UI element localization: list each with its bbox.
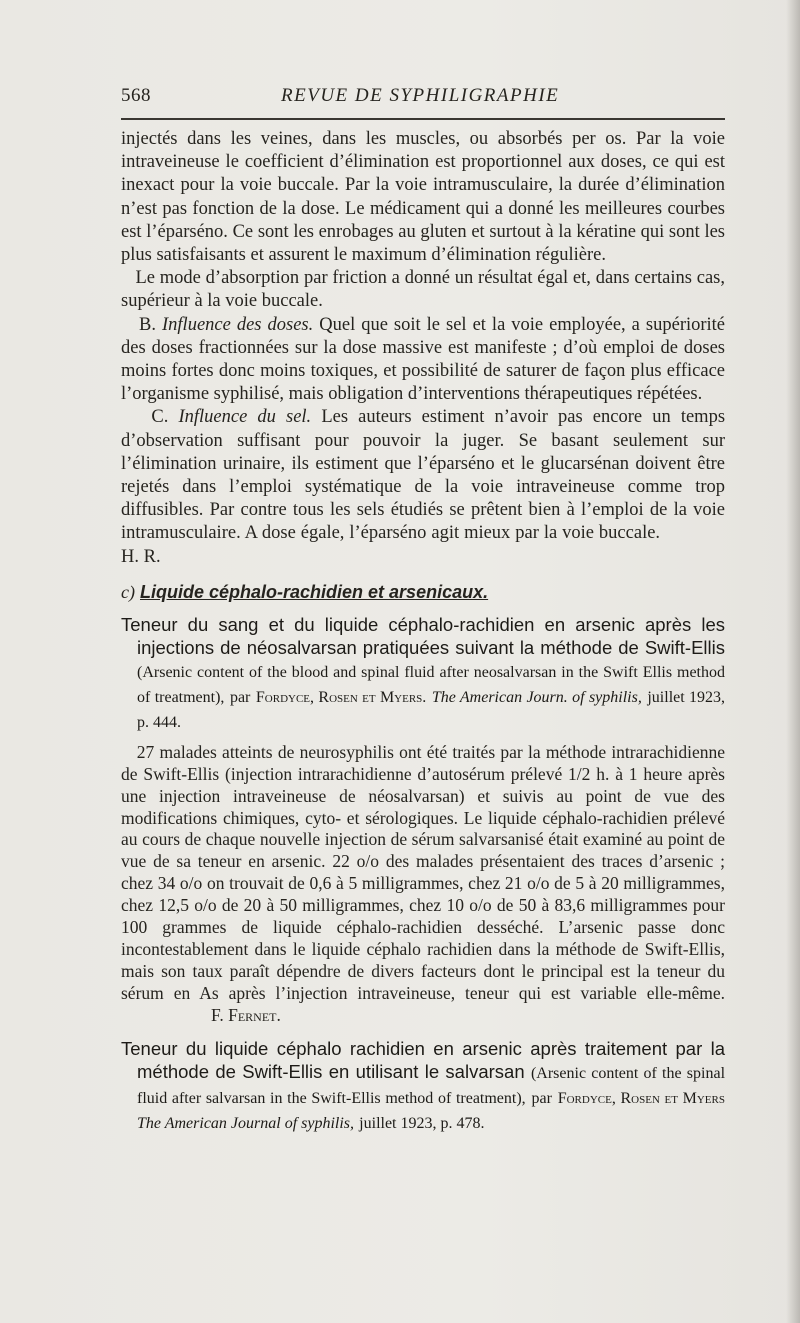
section-heading-c: [121, 582, 725, 603]
article-1-english-title: (Arsenic content of the blood and spinal fluid after neosalvarsan in the Swift Ellis method of treatment),: [137, 663, 725, 706]
paragraph-friction: [121, 267, 725, 313]
paragraph-friction-text: Le mode d’absorption par friction a donné un résultat égal et, dans certains cas, supérieur à la voie buccale.: [121, 268, 726, 312]
paragraph-continuation: injectés dans les veines, dans les muscles, ou absorbés per os. Par la voie intraveineuse le coefficient d’élimination est proportionnel aux doses, ce qui est inexact pour la voie buccale. Par la voie intramusculaire, la durée d’élimination n’est pas fonction de la dose. Le médicament qui a donné les meilleures courbes est l’éparséno. Ce sont les enrobages au gluten et surtout à la kératine qui sont les plus satisfaisants et assurent le maximum d’élimination régulière.: [121, 129, 725, 266]
subsection-label-b: B.: [139, 314, 156, 335]
paragraph-influence-sel: [121, 406, 725, 568]
page-number: 568: [121, 85, 151, 106]
article-1-heading: [121, 613, 725, 734]
page-edge-shadow: [786, 0, 800, 1323]
article-1-title: Teneur du sang et du liquide céphalo-rachidien en arsenic après les injections de néosalvarsan pratiquées suivant la méthode de Swift-Ellis: [121, 613, 725, 658]
article-abstract-1: [121, 613, 725, 1027]
paragraph-influence-doses: [121, 314, 725, 407]
subsection-text-doses: Quel que soit le sel et la voie employée, a supériorité des doses fractionnées sur la dose massive est manifeste ; d’où emploi de doses moins fortes donc moins toxiques, et possibilité de saturer de façon plus efficace l’organisme syphilisé, mais obligation d’interventions thérapeutiques répétées.: [121, 314, 726, 405]
article-2-title: Teneur du liquide céphalo rachidien en arsenic après traitement par la méthode de Swift-Ellis en utilisant le salvarsan: [121, 1037, 725, 1082]
article-2-heading: [121, 1037, 725, 1135]
article-abstract-2: [121, 1037, 725, 1135]
article-2-authors: Fordyce, Rosen et Myers: [557, 1089, 725, 1107]
article-2-citation: juillet 1923, p. 478.: [359, 1114, 485, 1132]
section-title: Liquide céphalo-rachidien et arsenicaux.: [140, 581, 489, 602]
article-2-english-title: (Arsenic content of the spinal fluid after salvarsan in the Swift-Ellis method of treatment),: [137, 1064, 726, 1107]
section-label: c): [121, 581, 135, 602]
signature-hr: H. R.: [121, 546, 161, 567]
article-1-body: [121, 742, 725, 1027]
page-content: [121, 128, 725, 1135]
header-rule: [121, 118, 725, 120]
subsection-title-doses: Influence des doses.: [162, 314, 314, 335]
subsection-text-sel: Les auteurs estiment n’avoir pas encore un temps d’observation suffisant pour pouvoir la juger. Se basant seulement sur l’élimination urinaire, ils estiment que l’éparséno et le glucarsénan doivent être rejetés dans l’emploi systématique de la voie intraveineuse comme trop diffusibles. Par contre tous les sels étudiés se prêtent bien à l’emploi de la voie intramusculaire. A dose égale, l’éparséno agit mieux par la voie buccale.: [121, 407, 726, 544]
article-1-authors-prefix: par: [229, 688, 251, 706]
running-title: REVUE DE SYPHILIGRAPHIE: [281, 85, 560, 106]
subsection-label-c: C.: [151, 407, 169, 428]
article-2-authors-prefix: par: [531, 1089, 552, 1107]
article-1-citation: juillet 1923, p. 444.: [137, 688, 726, 731]
article-1-signature: F. Fernet.: [211, 1004, 281, 1025]
article-1-body-text: 27 malades atteints de neurosyphilis ont été traités par la méthode intrarachidienne de Swift-Ellis (injection intrarachidienne d’autosérum prélevé 1/2 h. à 1 heure après une injection intraveineuse de néosalvarsan) et suivis au point de vue des modifications chimiques, cyto- et sérologiques. Le liquide céphalo-rachidien prélevé au cours de chaque nouvelle injection de sérum salvarsanisé était examiné au point de vue de sa teneur en arsenic. 22 o/o des malades présentaient des traces d’arsenic ; chez 34 o/o on trouvait de 0,6 à 5 milligrammes, chez 21 o/o de 5 à 20 milligrammes, chez 12,5 o/o de 20 à 50 milligrammes, chez 10 o/o de 50 à 83,6 milligrammes pour 100 grammes de liquide céphalo-rachidien desséché. L’arsenic passe donc incontestablement dans le liquide céphalo rachidien dans la méthode de Swift-Ellis, mais son taux paraît dépendre de divers facteurs dont le principal est la teneur du sérum en As après l’injection intraveineuse, teneur qui est variable elle-même.: [121, 741, 726, 1003]
article-1-authors: Fordyce, Rosen et Myers.: [255, 688, 427, 706]
article-2-journal: The American Journal of syphilis,: [137, 1114, 355, 1132]
article-1-journal: The American Journ. of syphilis,: [431, 688, 642, 706]
page-header: [121, 82, 725, 112]
subsection-title-sel: Influence du sel.: [178, 407, 312, 428]
